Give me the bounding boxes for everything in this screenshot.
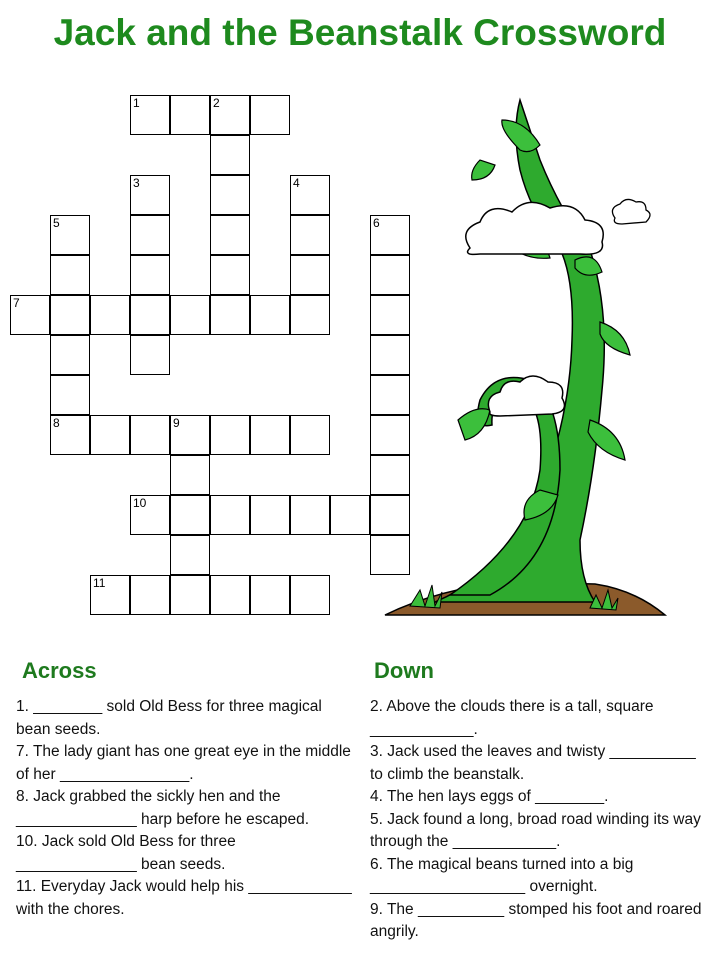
clue-down-5: 5. Jack found a long, broad road winding its way through the ____________. bbox=[370, 810, 701, 850]
clue-down-4: 4. The hen lays eggs of ________. bbox=[370, 788, 609, 805]
clue-number: 1 bbox=[133, 96, 140, 110]
grid-cell[interactable] bbox=[250, 575, 290, 615]
grid-cell[interactable] bbox=[210, 95, 250, 135]
cloud bbox=[466, 202, 603, 254]
grid-cell[interactable] bbox=[130, 95, 170, 135]
grid-cell[interactable] bbox=[10, 295, 50, 335]
clue-number: 8 bbox=[53, 416, 60, 430]
beanstalk-illustration bbox=[380, 90, 680, 620]
clue-number: 11 bbox=[93, 576, 106, 590]
grid-cell[interactable] bbox=[170, 535, 210, 575]
grid-cell[interactable] bbox=[50, 295, 90, 335]
grid-cell[interactable] bbox=[130, 575, 170, 615]
page-title: Jack and the Beanstalk Crossword bbox=[53, 12, 667, 53]
grid-cell[interactable] bbox=[250, 415, 290, 455]
grid-cell[interactable] bbox=[130, 495, 170, 535]
across-heading: Across bbox=[22, 658, 97, 683]
grid-cell[interactable] bbox=[210, 215, 250, 255]
clue-number: 7 bbox=[13, 296, 20, 310]
grid-cell[interactable] bbox=[90, 575, 130, 615]
grid-cell[interactable] bbox=[50, 255, 90, 295]
across-section bbox=[16, 658, 358, 921]
grid-cell[interactable] bbox=[50, 415, 90, 455]
clue-down-6: 6. The magical beans turned into a big __________________ overnight. bbox=[370, 855, 634, 895]
grid-cell[interactable] bbox=[50, 335, 90, 375]
grid-cell[interactable] bbox=[290, 255, 330, 295]
grid-cell[interactable] bbox=[250, 295, 290, 335]
clue-across-11: 11. Everyday Jack would help his ____________ with the chores. bbox=[16, 878, 352, 918]
grid-cell[interactable] bbox=[50, 375, 90, 415]
grid-cell[interactable] bbox=[90, 295, 130, 335]
grid-cell[interactable] bbox=[250, 495, 290, 535]
grid-cell[interactable] bbox=[130, 335, 170, 375]
grid-cell[interactable] bbox=[170, 455, 210, 495]
grid-cell[interactable] bbox=[250, 95, 290, 135]
clue-down-9: 9. The __________ stomped his foot and roared angrily. bbox=[370, 900, 702, 940]
clue-across-10: 10. Jack sold Old Bess for three ______________ bean seeds. bbox=[16, 833, 236, 873]
grid-cell[interactable] bbox=[130, 175, 170, 215]
grid-cell[interactable] bbox=[170, 95, 210, 135]
down-heading: Down bbox=[374, 658, 434, 683]
grid-cell[interactable] bbox=[210, 255, 250, 295]
grid-cell[interactable] bbox=[210, 415, 250, 455]
cloud bbox=[612, 199, 650, 224]
grid-cell[interactable] bbox=[290, 295, 330, 335]
grid-cell[interactable] bbox=[210, 575, 250, 615]
leaf bbox=[575, 257, 602, 275]
leaf bbox=[502, 120, 540, 152]
grid-cell[interactable] bbox=[130, 255, 170, 295]
clue-number: 4 bbox=[293, 176, 300, 190]
grid-cell[interactable] bbox=[170, 415, 210, 455]
grid-cell[interactable] bbox=[90, 415, 130, 455]
leaf bbox=[458, 409, 490, 440]
clue-down-3: 3. Jack used the leaves and twisty __________ to climb the beanstalk. bbox=[370, 743, 696, 783]
clue-number: 3 bbox=[133, 176, 140, 190]
grid-cell[interactable] bbox=[210, 295, 250, 335]
grid-cell[interactable] bbox=[290, 175, 330, 215]
grid-cell[interactable] bbox=[170, 575, 210, 615]
clue-across-1: 1. ________ sold Old Bess for three magical bean seeds. bbox=[16, 698, 322, 738]
grid-cell[interactable] bbox=[210, 135, 250, 175]
grid-cell[interactable] bbox=[170, 495, 210, 535]
grid-cell[interactable] bbox=[50, 215, 90, 255]
down-section bbox=[370, 658, 710, 944]
grid-cell[interactable] bbox=[130, 215, 170, 255]
clue-number: 2 bbox=[213, 96, 220, 110]
crossword-grid bbox=[0, 0, 420, 620]
grid-cell[interactable] bbox=[210, 495, 250, 535]
clue-number: 9 bbox=[173, 416, 180, 430]
grid-cell[interactable] bbox=[330, 495, 370, 535]
grid-cell[interactable] bbox=[290, 575, 330, 615]
clue-across-8: 8. Jack grabbed the sickly hen and the ______________ harp before he escaped. bbox=[16, 788, 310, 828]
grid-cell[interactable] bbox=[130, 295, 170, 335]
clue-down-2: 2. Above the clouds there is a tall, square ____________. bbox=[370, 698, 654, 738]
grid-cell[interactable] bbox=[130, 415, 170, 455]
clue-number: 5 bbox=[53, 216, 60, 230]
clue-across-7: 7. The lady giant has one great eye in the middle of her _______________. bbox=[16, 743, 351, 783]
leaf bbox=[472, 160, 495, 180]
grid-cell[interactable] bbox=[290, 215, 330, 255]
grid-cell[interactable] bbox=[210, 175, 250, 215]
grid-cell[interactable] bbox=[290, 415, 330, 455]
grid-cell[interactable] bbox=[170, 295, 210, 335]
grid-cell[interactable] bbox=[290, 495, 330, 535]
clue-number: 10 bbox=[133, 496, 147, 510]
clue-number: 6 bbox=[373, 216, 380, 230]
